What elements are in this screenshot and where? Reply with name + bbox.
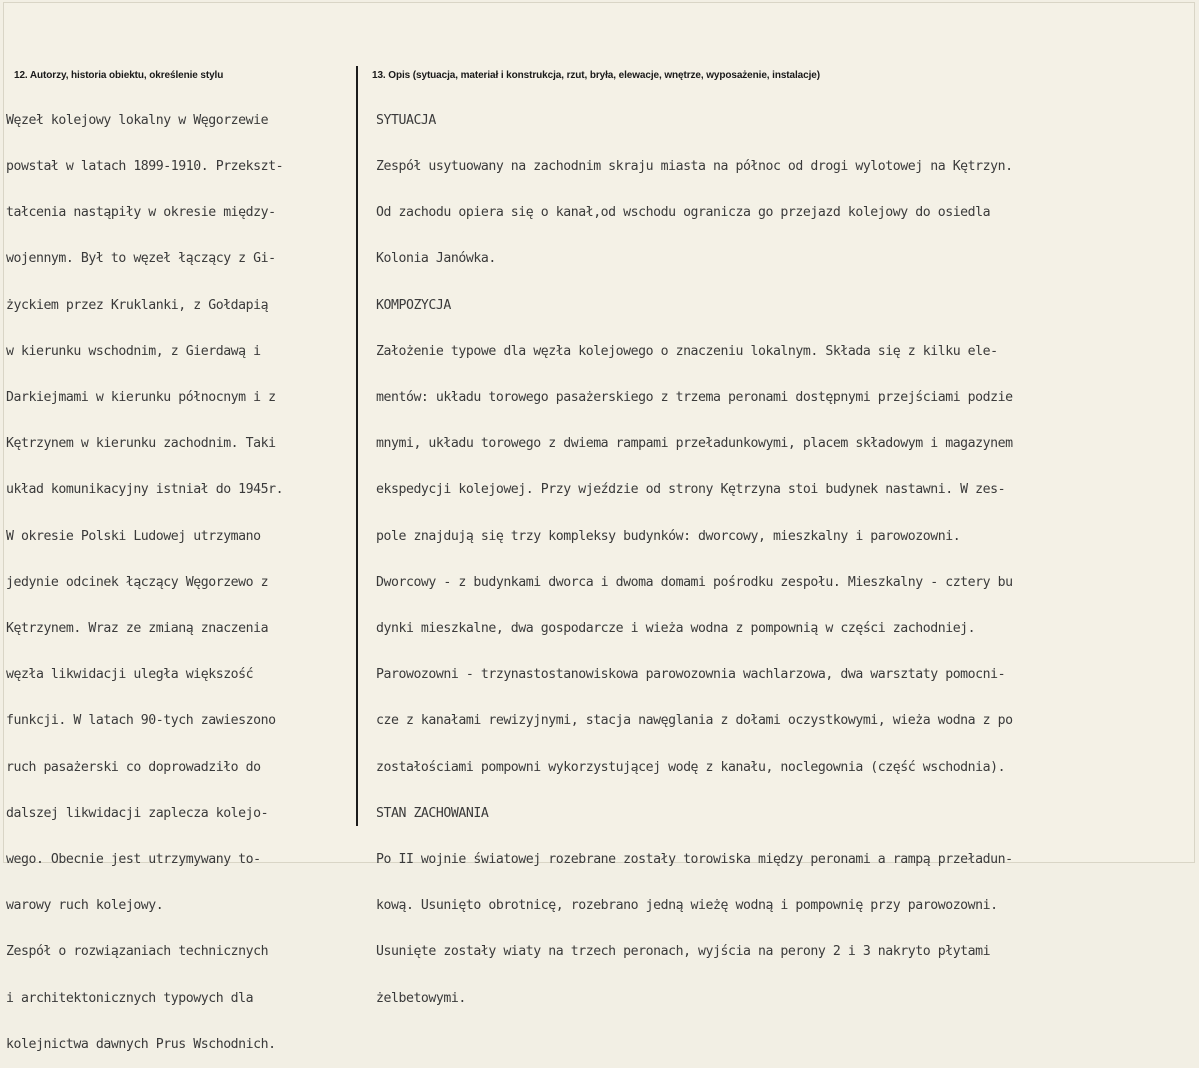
text-line: Kętrzynem. Wraz ze zmianą znaczenia bbox=[6, 621, 269, 637]
text-line: Darkiejmami w kierunku północnym i z bbox=[6, 390, 276, 406]
section-13-heading: 13. Opis (sytuacja, materiał i konstrukcja, rzut, bryła, elewacje, wnętrze, wyposażenie, instalacje) bbox=[372, 70, 820, 81]
text-line: ruch pasażerski co doprowadziło do bbox=[6, 759, 261, 775]
text-line: warowy ruch kolejowy. bbox=[6, 898, 164, 914]
text-line: zostałościami pompowni wykorzystującej wodę z kanału, noclegownia (część wschodnia). bbox=[376, 759, 1006, 775]
text-line: Kętrzynem w kierunku zachodnim. Taki bbox=[6, 436, 276, 452]
text-line: Po II wojnie światowej rozebrane zostały torowiska między peronami a rampą przeładun- bbox=[376, 852, 1013, 868]
text-line: Zespół usytuowany na zachodnim skraju miasta na północ od drogi wylotowej na Kętrzyn. bbox=[376, 159, 1013, 175]
text-line: i architektonicznych typowych dla bbox=[6, 990, 254, 1006]
description-text bbox=[376, 82, 1194, 1021]
text-line: powstał w latach 1899-1910. Przekszt- bbox=[6, 159, 284, 175]
text-line: mnymi, układu torowego z dwiema rampami przeładunkowymi, placem składowym i magazynem bbox=[376, 436, 1013, 452]
text-line: W okresie Polski Ludowej utrzymano bbox=[6, 528, 261, 544]
text-line: dynki mieszkalne, dwa gospodarcze i wieża wodna z pompownią w części zachodniej. bbox=[376, 621, 976, 637]
text-line: Węzeł kolejowy lokalny w Węgorzewie bbox=[6, 112, 269, 128]
text-line: funkcji. W latach 90-tych zawieszono bbox=[6, 713, 276, 729]
text-line: Dworcowy - z budynkami dworca i dwoma domami pośrodku zespołu. Mieszkalny - cztery bu bbox=[376, 574, 1013, 590]
text-line: życkiem przez Kruklanki, z Gołdapią bbox=[6, 297, 269, 313]
text-line: żelbetowymi. bbox=[376, 990, 466, 1006]
text-line: Kolonia Janówka. bbox=[376, 251, 496, 267]
history-text bbox=[6, 82, 354, 1068]
text-line: w kierunku wschodnim, z Gierdawą i bbox=[6, 343, 261, 359]
text-line: wego. Obecnie jest utrzymywany to- bbox=[6, 852, 261, 868]
text-line: tałcenia nastąpiły w okresie między- bbox=[6, 205, 276, 221]
text-line: Parowozowni - trzynastostanowiskowa parowozownia wachlarzowa, dwa warsztaty pomocni- bbox=[376, 667, 1006, 683]
text-line: wojennym. Był to węzeł łączący z Gi- bbox=[6, 251, 276, 267]
text-line: Zespół o rozwiązaniach technicznych bbox=[6, 944, 269, 960]
subheading-condition: STAN ZACHOWANIA bbox=[376, 805, 489, 821]
text-line: pole znajdują się trzy kompleksy budynków: dworcowy, mieszkalny i parowozowni. bbox=[376, 528, 961, 544]
text-line: ekspedycji kolejowej. Przy wjeździe od strony Kętrzyna stoi budynek nastawni. W zes- bbox=[376, 482, 1006, 498]
text-line: mentów: układu torowego pasażerskiego z trzema peronami dostępnymi przejściami podzie bbox=[376, 390, 1013, 406]
text-line: Od zachodu opiera się o kanał,od wschodu ogranicza go przejazd kolejowy do osiedla bbox=[376, 205, 991, 221]
column-divider bbox=[356, 66, 358, 826]
text-line: układ komunikacyjny istniał do 1945r. bbox=[6, 482, 284, 498]
subheading-composition: KOMPOZYCJA bbox=[376, 297, 451, 313]
text-line: jedynie odcinek łączący Węgorzewo z bbox=[6, 574, 269, 590]
text-line: węzła likwidacji uległa większość bbox=[6, 667, 254, 683]
text-line: Usunięte zostały wiaty na trzech peronach, wyjścia na perony 2 i 3 nakryto płytami bbox=[376, 944, 991, 960]
text-line: dalszej likwidacji zaplecza kolejo- bbox=[6, 805, 269, 821]
subheading-situation: SYTUACJA bbox=[376, 112, 436, 128]
text-line: cze z kanałami rewizyjnymi, stacja nawęglania z dołami oczystkowymi, wieża wodna z po bbox=[376, 713, 1013, 729]
section-12-heading: 12. Autorzy, historia obiektu, określenie stylu bbox=[14, 70, 224, 81]
text-line: kolejnictwa dawnych Prus Wschodnich. bbox=[6, 1036, 276, 1052]
text-line: Założenie typowe dla węzła kolejowego o znaczeniu lokalnym. Składa się z kilku ele- bbox=[376, 343, 998, 359]
text-line: kową. Usunięto obrotnicę, rozebrano jedną wieżę wodną i pompownię przy parowozowni. bbox=[376, 898, 998, 914]
